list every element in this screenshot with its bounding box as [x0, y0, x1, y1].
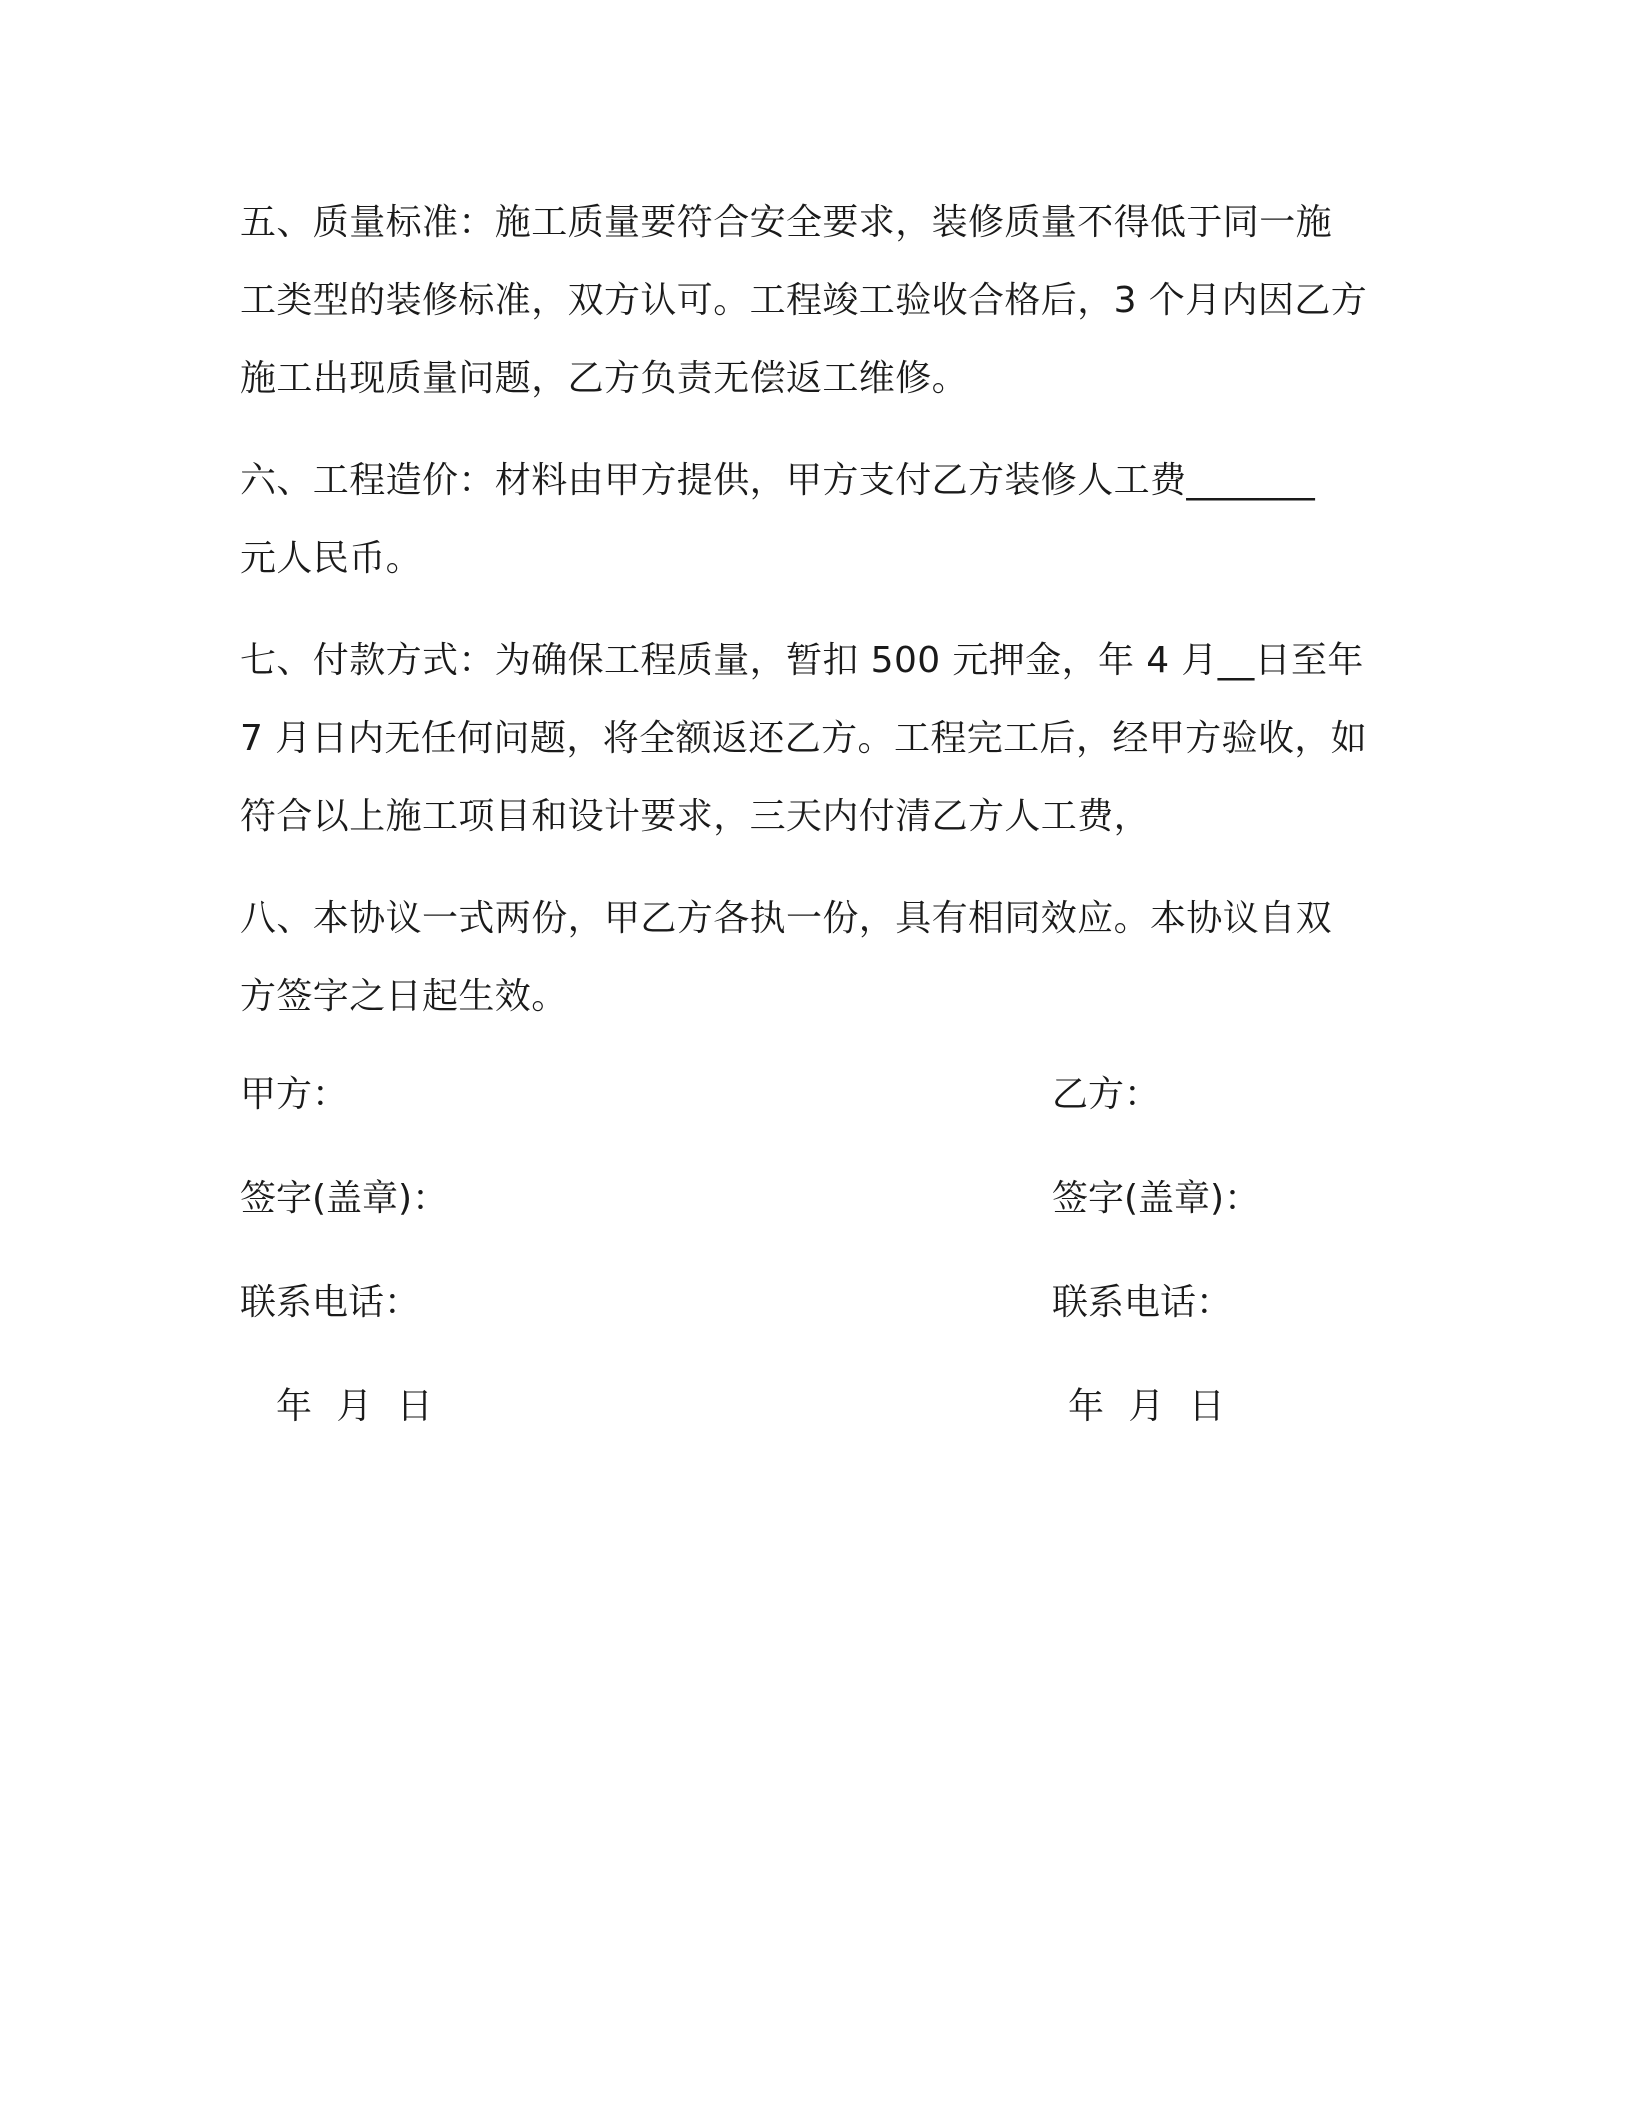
party-a-phone-field: 联系电话：: [240, 1282, 421, 1323]
clause-line: 八、本协议一式两份，甲乙方各执一份，具有相同效应。本协议自双: [240, 898, 1333, 939]
clause-project-cost: [240, 442, 1390, 598]
party-a-label: 甲方：: [240, 1074, 349, 1115]
clauses-section: [240, 184, 1390, 1036]
clause-copies-effect: [240, 880, 1390, 1036]
party-a-signature-block: [240, 1062, 740, 1478]
party-b-signature-block: [1052, 1062, 1552, 1478]
clause-line: 施工出现质量问题，乙方负责无偿返工维修。: [240, 358, 969, 399]
party-a-seal-field: 签字(盖章)：: [240, 1178, 449, 1219]
clause-line: 元人民币。: [240, 538, 423, 579]
clause-line: 方签字之日起生效。: [240, 976, 568, 1017]
party-b-date-field: 年 月 日: [1068, 1386, 1226, 1427]
clause-line: 六、工程造价：材料由甲方提供，甲方支付乙方装修人工费_______: [240, 460, 1316, 501]
clause-line: 工类型的装修标准，双方认可。工程竣工验收合格后，3 个月内因乙方: [240, 280, 1368, 321]
signature-section: [240, 1062, 1390, 1462]
clause-line: 五、质量标准：施工质量要符合安全要求，装修质量不得低于同一施: [240, 202, 1333, 243]
clause-line: 符合以上施工项目和设计要求，三天内付清乙方人工费，: [240, 796, 1151, 837]
party-b-label: 乙方：: [1052, 1074, 1161, 1115]
party-b-phone-field: 联系电话：: [1052, 1282, 1233, 1323]
clause-line: 七、付款方式：为确保工程质量，暂扣 500 元押金，年 4 月__日至年: [240, 640, 1364, 681]
party-b-seal-field: 签字(盖章)：: [1052, 1178, 1261, 1219]
party-a-date-field: 年 月 日: [276, 1386, 434, 1427]
clause-quality-standard: [240, 184, 1390, 418]
clause-payment-method: [240, 622, 1390, 856]
clause-line: 7 月日内无任何问题，将全额返还乙方。工程完工后，经甲方验收，如: [240, 718, 1368, 759]
